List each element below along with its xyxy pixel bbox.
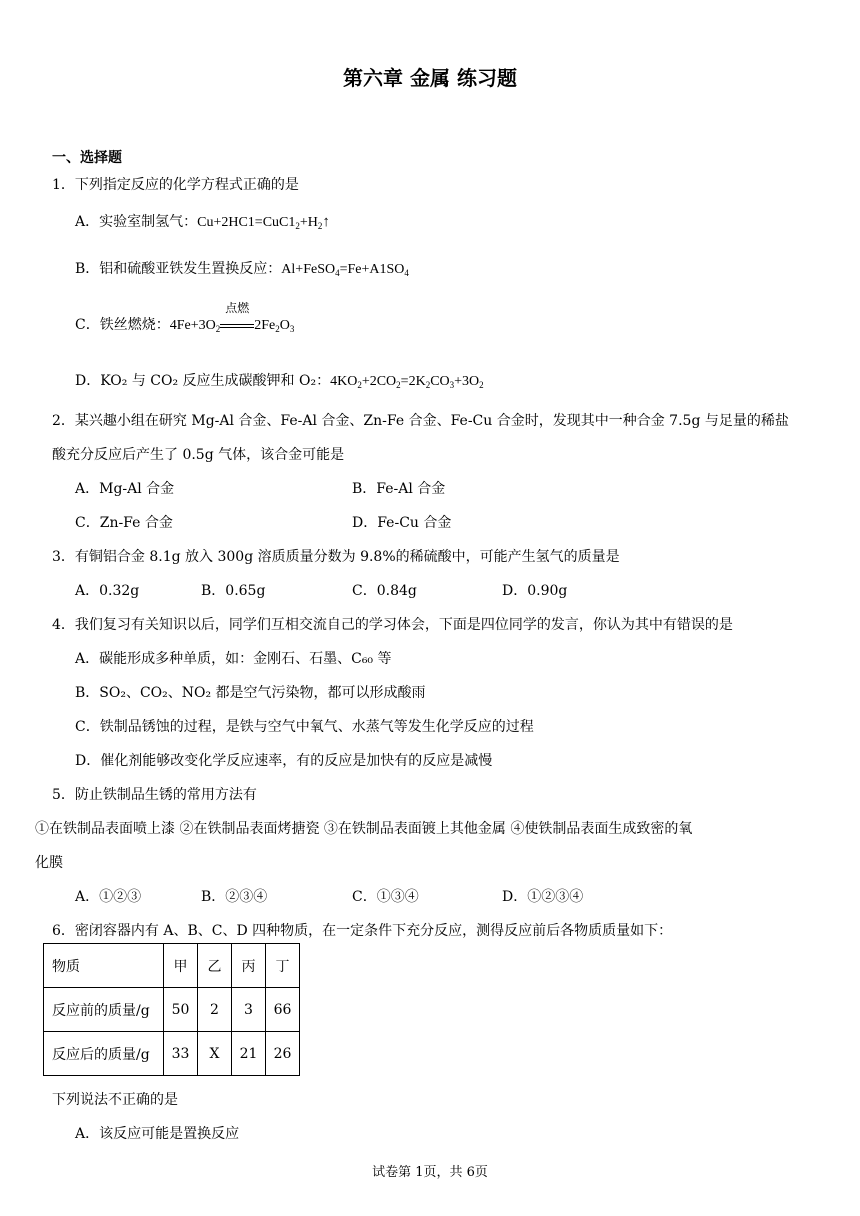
double-line-icon: [220, 324, 254, 328]
question-5-option-b: B．②③④: [201, 889, 268, 905]
equation-c: $4Fe+3O_2$ 点燃 $2Fe_2O_3$: [169, 301, 295, 334]
question-1-stem: 1．下列指定反应的化学方程式正确的是: [52, 177, 299, 193]
table-row: [44, 988, 300, 1032]
option-d-label: D．KO₂ 与 CO₂ 反应生成碳酸钾和 O₂：: [75, 373, 331, 389]
page-title: 第六章 金属 练习题: [343, 66, 517, 90]
section-heading: 一、选择题: [52, 150, 122, 166]
table-header-cell: 丁: [266, 944, 300, 988]
equation-d: $4KO_2+2CO_2=2K_2CO_3+3O_2$: [330, 374, 484, 390]
question-3-option-c: C．0.84g: [352, 583, 417, 599]
question-5-stem: 5．防止铁制品生锈的常用方法有: [52, 787, 257, 803]
table-cell: X: [198, 1032, 232, 1076]
table-header-cell: 甲: [164, 944, 198, 988]
question-2-option-c: C．Zn-Fe 合金: [75, 515, 173, 531]
question-2-option-d: D．Fe-Cu 合金: [352, 515, 452, 531]
table-header-cell: 物质: [44, 944, 164, 988]
question-3-option-d: D．0.90g: [502, 583, 568, 599]
question-1-option-a: [75, 211, 330, 231]
gas-arrow-icon: ↑: [322, 214, 330, 230]
question-6-option-a: A．该反应可能是置换反应: [75, 1126, 240, 1142]
option-c-label: C．铁丝燃烧：: [75, 317, 170, 333]
mass-table: [43, 943, 300, 1076]
equation-a: $Cu+2HC1=CuC1_2+H_2↑$: [197, 214, 330, 231]
question-5-methods-line2: 化膜: [35, 855, 63, 871]
question-1-option-c: [75, 301, 295, 334]
question-2-stem-line1: 2．某兴趣小组在研究 Mg-Al 合金、Fe-Al 合金、Zn-Fe 合金、Fe-Cu 合金时，发现其中一种合金 7.5g 与足量的稀盐: [52, 413, 789, 429]
table-row: [44, 1032, 300, 1076]
question-2-option-a: A．Mg-Al 合金: [75, 481, 175, 497]
table-cell: 50: [164, 988, 198, 1032]
question-6-prompt: 下列说法不正确的是: [52, 1092, 178, 1108]
question-1-option-d: [75, 370, 484, 390]
condition-label: 点燃: [225, 301, 250, 315]
question-4-option-a: A．碳能形成多种单质，如：金刚石、石墨、C₆₀ 等: [75, 651, 392, 667]
page-footer: 试卷第 1页，共 6页: [372, 1165, 488, 1180]
question-5-methods-line1: ①在铁制品表面喷上漆 ②在铁制品表面烤搪瓷 ③在铁制品表面镀上其他金属 ④使铁制品表面生成致密的氧: [35, 821, 693, 837]
table-cell: 反应前的质量/g: [44, 988, 164, 1032]
table-cell: 33: [164, 1032, 198, 1076]
table-cell: 3: [232, 988, 266, 1032]
question-3-stem: 3．有铜铝合金 8.1g 放入 300g 溶质质量分数为 9.8%的稀硫酸中，可能产生氢气的质量是: [52, 549, 620, 565]
table-cell: 26: [266, 1032, 300, 1076]
question-5-option-d: D．①②③④: [502, 889, 584, 905]
table-cell: 2: [198, 988, 232, 1032]
reaction-condition: [220, 301, 254, 334]
question-4-option-b: B．SO₂、CO₂、NO₂ 都是空气污染物，都可以形成酸雨: [75, 685, 426, 701]
question-3-option-a: A．0.32g: [75, 583, 140, 599]
question-5-option-a: A．①②③: [75, 889, 142, 905]
question-4-option-c: C．铁制品锈蚀的过程，是铁与空气中氧气、水蒸气等发生化学反应的过程: [75, 719, 534, 735]
option-a-label: A．实验室制氢气：: [75, 214, 198, 230]
question-4-stem: 4．我们复习有关知识以后，同学们互相交流自己的学习体会，下面是四位同学的发言，你认为其中有错误的是: [52, 617, 733, 633]
table-header-cell: 乙: [198, 944, 232, 988]
table-cell: 反应后的质量/g: [44, 1032, 164, 1076]
table-header-cell: 丙: [232, 944, 266, 988]
question-2-stem-line2: 酸充分反应后产生了 0.5g 气体，该合金可能是: [52, 447, 345, 463]
question-4-option-d: D．催化剂能够改变化学反应速率，有的反应是加快有的反应是减慢: [75, 753, 493, 769]
table-header-row: [44, 944, 300, 988]
table-cell: 66: [266, 988, 300, 1032]
equation-b: $Al+FeSO_4=Fe+A1SO_4$: [281, 262, 409, 278]
table-cell: 21: [232, 1032, 266, 1076]
question-5-option-c: C．①③④: [352, 889, 419, 905]
question-1-option-b: [75, 258, 409, 278]
option-b-label: B．铝和硫酸亚铁发生置换反应：: [75, 261, 282, 277]
question-2-option-b: B．Fe-Al 合金: [352, 481, 446, 497]
question-6-stem: 6．密闭容器内有 A、B、C、D 四种物质，在一定条件下充分反应，测得反应前后各物质质量如下：: [52, 923, 673, 939]
question-3-option-b: B．0.65g: [201, 583, 266, 599]
